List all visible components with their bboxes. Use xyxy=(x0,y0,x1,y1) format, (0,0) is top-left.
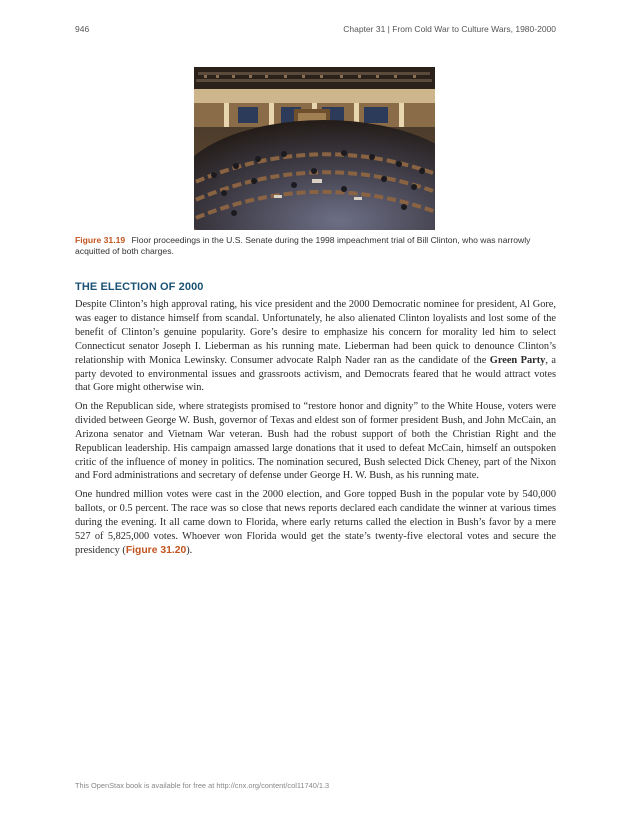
section-title: THE ELECTION OF 2000 xyxy=(75,281,204,293)
paragraph-3-part-a: One hundred million votes were cast in the 2000 election, and Gore topped Bush in the popular vote by 540,000 ballots, or 0.5 percent. The race was so close that news reports declared each candidate the winner at various times during the evening. It all came down to Florida, where early returns called the election in Bush’s favor by a mere 527 of 5,825,000 votes. Whoever won Florida would get the state’s twenty-five electoral votes and secure the presidency ( xyxy=(75,488,556,556)
paragraph-3 xyxy=(75,488,556,558)
figure-caption-text: Floor proceedings in the U.S. Senate during the 1998 impeachment trial of Bill Clinton, who was narrowly acquitted of both charges. xyxy=(75,235,531,256)
paragraph-1-part-b: , a party devoted to environmental issues and grassroots activism, and Democrats feared that he would attract votes that Gore might otherwise win. xyxy=(75,354,556,394)
chapter-header: Chapter 31 | From Cold War to Culture Wars, 1980-2000 xyxy=(343,24,556,34)
paragraph-2: On the Republican side, where strategists promised to “restore honor and dignity” to the White House, voters were divided between George W. Bush, governor of Texas and eldest son of former president Bush, and John McCain, an Arizona senator and Vietnam War veteran. Bush had the robust support of both the Christian Right and the Republican leadership. His campaign amassed large donations that it used to defeat McCain, himself an outspoken critic of the influence of money in politics. The nomination secured, Bush selected Dick Cheney, part of the Nixon and Ford administrations and secretary of defense under George H. W. Bush, as his running mate. xyxy=(75,400,556,482)
figure-label: Figure 31.19 xyxy=(75,235,126,245)
paragraph-1-part-a: Despite Clinton’s high approval rating, his vice president and the 2000 Democratic nominee for president, Al Gore, was eager to distance himself from scandal. Unfortunately, he also alienated Clinton loyalists and lost some of the benefit of Clinton’s genuine popularity. Gore’s desire to emphasize his concern for morality led him to select Connecticut senator Joseph I. Lieberman as his running mate. Lieberman had been quick to denounce Clinton’s relationship with Monica Lewinsky. Consumer advocate Ralph Nader ran as the candidate of the xyxy=(75,299,556,366)
figure-caption xyxy=(75,235,545,257)
figure-link[interactable]: Figure 31.20 xyxy=(125,544,187,556)
key-term-green-party[interactable]: Green Party xyxy=(489,354,546,366)
senate-photo xyxy=(194,67,435,230)
paragraph-3-part-b: ). xyxy=(186,544,193,556)
footer-note: This OpenStax book is available for free at http://cnx.org/content/col11740/1.3 xyxy=(75,781,330,790)
paragraph-1 xyxy=(75,298,556,395)
body-text xyxy=(75,298,556,562)
page-number: 946 xyxy=(75,24,90,34)
